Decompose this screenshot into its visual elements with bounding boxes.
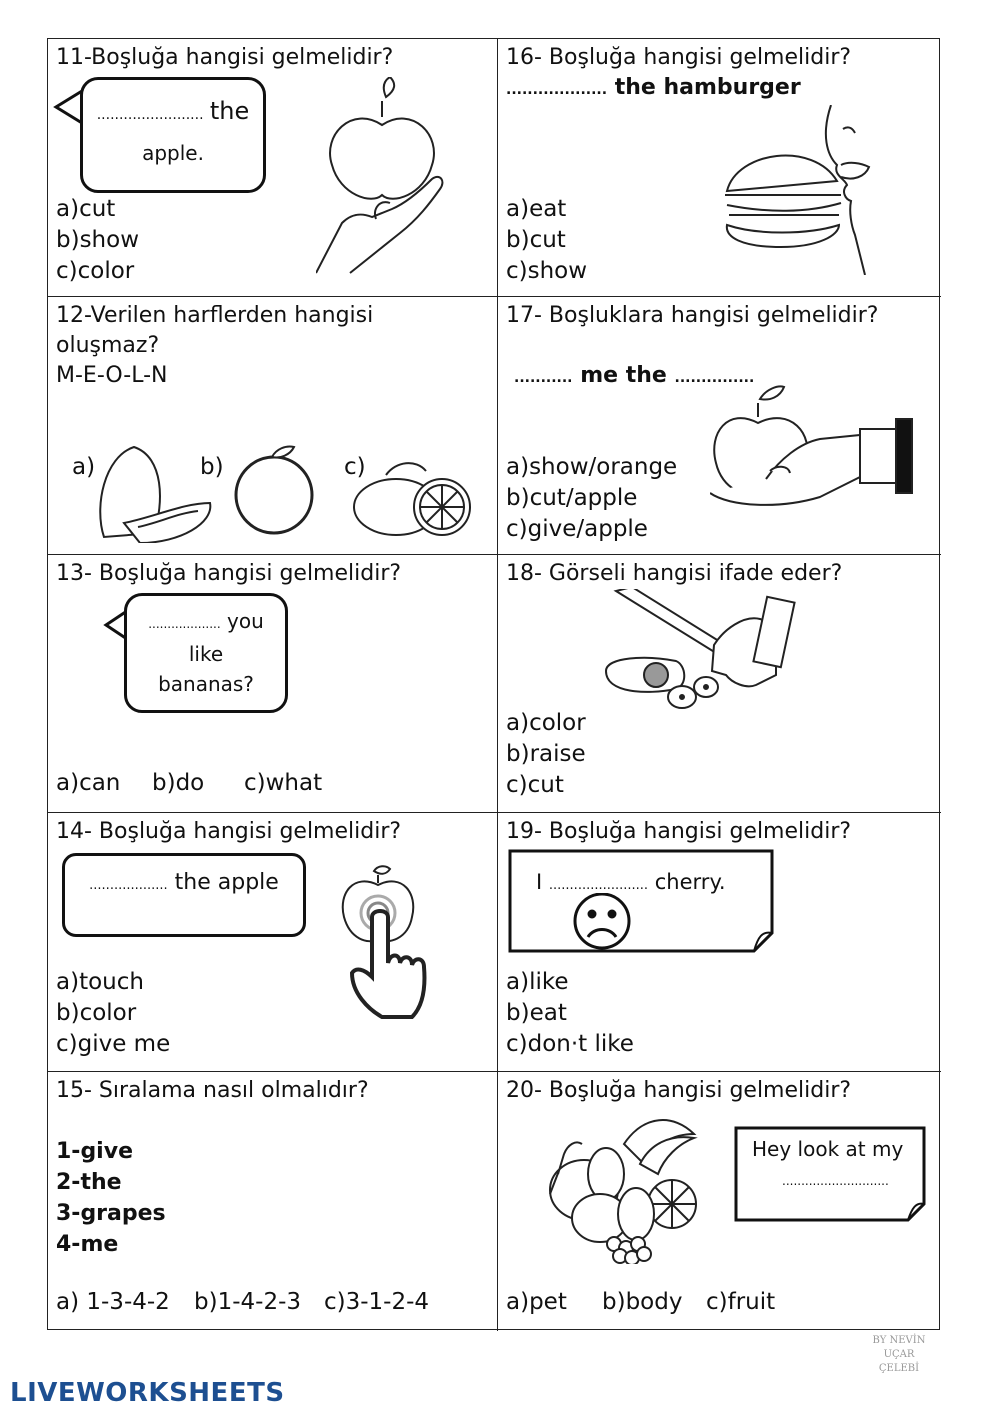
option-c[interactable]: c)fruit [706,1289,776,1315]
option-c[interactable]: c)3-1-2-4 [324,1289,430,1315]
answer-options [506,967,634,1060]
option-a[interactable]: a) [72,454,96,480]
question-title: 12-Verilen harflerden hangisi [56,303,374,328]
note-card [506,847,778,957]
eating-hamburger-icon [723,105,913,275]
question-16 [498,39,941,297]
knife-cutting-sausage-icon [596,589,796,729]
order-item: 4-me [56,1232,119,1257]
question-18 [498,555,941,813]
hand-holding-apple-icon [316,77,456,277]
speech-bubble [124,593,288,713]
prompt-text: the hamburger [614,75,801,100]
bubble-text: the [209,97,250,125]
prompt [506,73,801,105]
option-a[interactable]: a)show/orange [506,454,678,480]
question-17 [498,297,941,555]
bubble-text: like [188,642,224,666]
option-a[interactable]: a)cut [56,196,116,222]
option-a[interactable]: a)pet [506,1289,567,1315]
option-c[interactable]: c)give/apple [506,516,648,542]
answer-blank: ........................ [96,107,204,123]
hand-giving-apple-icon [710,383,920,523]
answer-blank: ............... [674,370,755,386]
finger-touching-apple-icon [338,865,438,1025]
question-19 [498,813,941,1072]
note-word: cherry. [654,870,726,894]
melon-icon [94,443,214,543]
question-title-continued: oluşmaz? [56,333,160,358]
bubble-text: bananas? [158,672,254,696]
question-14 [48,813,498,1072]
order-items [56,1136,166,1260]
brand-name: LIVEWORKSHEETS [10,1378,285,1408]
worksheet-grid [47,38,940,1330]
answer-blank: ................... [148,617,221,631]
speech-bubble [80,77,266,193]
answer-options [56,194,139,287]
fruit-basket-icon [544,1114,714,1264]
order-item: 2-the [56,1170,122,1195]
option-c[interactable]: c)give me [56,1031,171,1057]
question-15 [48,1072,498,1331]
option-a[interactable]: a)can [56,770,121,796]
answer-options [506,194,587,287]
option-a[interactable]: a)like [506,969,569,995]
prompt-text: me [580,363,619,388]
note-text: Hey look at my [752,1137,904,1161]
bubble-text: the apple [174,870,279,895]
lemon-icon [350,455,480,545]
question-12 [48,297,498,555]
answer-blank: ........................ [548,878,649,893]
answer-blank: ................... [89,878,168,893]
question-title: 17- Boşluklara hangisi gelmelidir? [506,303,879,328]
option-c[interactable]: c)cut [506,772,564,798]
option-b[interactable]: b)color [56,1000,137,1026]
option-c[interactable]: c)what [244,770,323,796]
order-item: 1-give [56,1139,133,1164]
question-title: 20- Boşluğa hangisi gelmelidir? [506,1078,852,1103]
option-b[interactable]: b)cut/apple [506,485,638,511]
option-b[interactable]: b)do [152,770,205,796]
question-title: 19- Boşluğa hangisi gelmelidir? [506,819,852,844]
letters: M-E-O-L-N [56,363,168,388]
speech-box [62,853,306,937]
answer-options [506,452,677,545]
option-b[interactable]: b)1-4-2-3 [194,1289,302,1315]
bubble-text: apple. [142,141,204,165]
answer-options [506,708,586,801]
order-item: 3-grapes [56,1201,166,1226]
question-title: 18- Görseli hangisi ifade eder? [506,561,843,586]
option-b[interactable]: b)raise [506,741,586,767]
option-b[interactable]: b)cut [506,227,566,253]
answer-blank: ........... [514,370,573,386]
question-title: 14- Boşluğa hangisi gelmelidir? [56,819,402,844]
option-c[interactable]: c)don·t like [506,1031,634,1057]
question-title: 15- Sıralama nasıl olmalıdır? [56,1078,369,1103]
question-20 [498,1072,941,1331]
option-c[interactable]: c)color [56,258,135,284]
orange-icon [232,439,322,539]
option-b[interactable]: b) [200,454,224,480]
question-title: 16- Boşluğa hangisi gelmelidir? [506,45,852,70]
sad-face-icon [570,893,640,953]
answer-blank: ............................ [782,1174,889,1188]
option-b[interactable]: b)show [56,227,140,253]
question-title: 11-Boşluğa hangisi gelmelidir? [56,45,394,70]
prompt-text: the [625,363,667,388]
option-b[interactable]: b)body [602,1289,683,1315]
option-a[interactable]: a)touch [56,969,144,995]
option-a[interactable]: a)eat [506,196,567,222]
question-13 [48,555,498,813]
question-11 [48,39,498,297]
option-c[interactable]: c)show [506,258,588,284]
answer-blank: ................... [506,82,608,98]
option-a[interactable]: a)color [506,710,586,736]
answer-options [56,967,170,1060]
question-title: 13- Boşluğa hangisi gelmelidir? [56,561,402,586]
option-c[interactable]: c) [344,454,366,480]
brand-logo [10,1378,285,1408]
option-b[interactable]: b)eat [506,1000,567,1026]
note-word: I [536,870,543,894]
bubble-text: you [227,609,264,633]
option-a[interactable]: a) 1-3-4-2 [56,1289,170,1315]
author-signature: BY NEVİN UÇAR ÇELEBİ [872,1335,926,1374]
